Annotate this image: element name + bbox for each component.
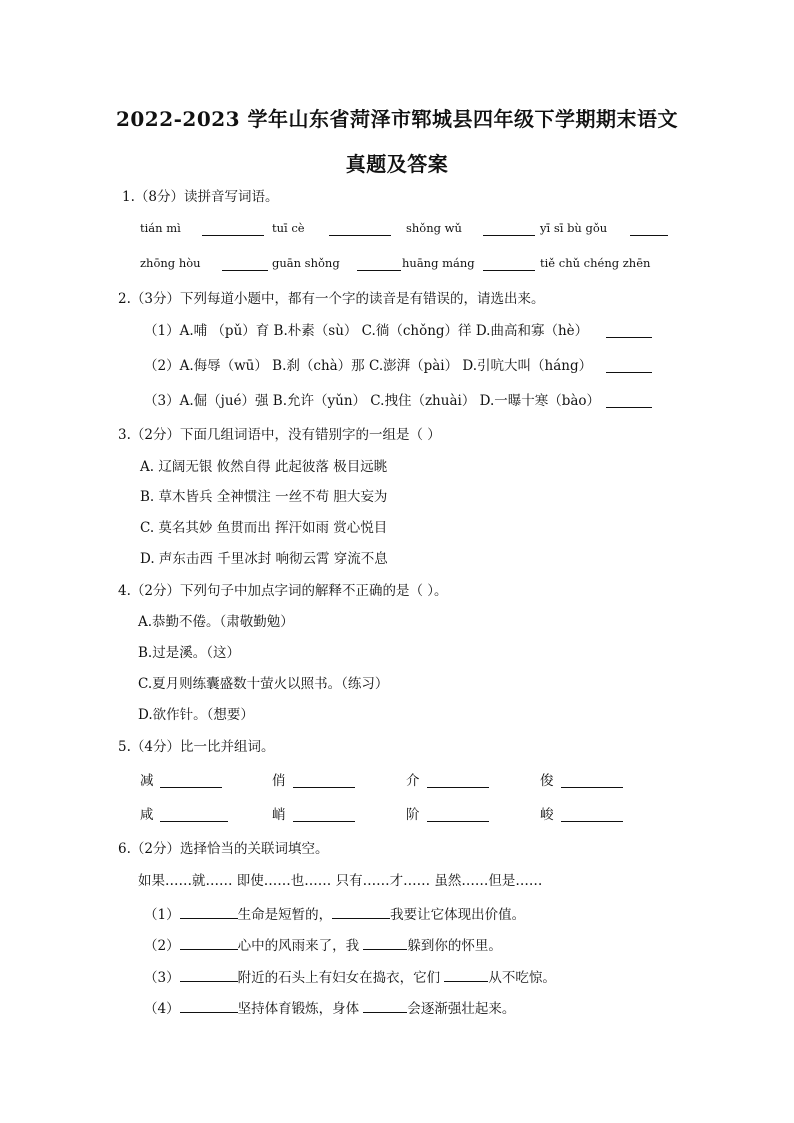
q6-item-text-b: 躲到你的怀里。 bbox=[407, 938, 502, 954]
q6-blank[interactable] bbox=[180, 999, 238, 1013]
q2-blank-2[interactable] bbox=[606, 359, 652, 373]
q1-blank-6[interactable] bbox=[357, 257, 401, 271]
q3-header: 3.（2分）下面几组词语中，没有错别字的一组是（ ） bbox=[118, 427, 441, 443]
q1-pinyin-2: tuī cè bbox=[272, 221, 305, 235]
q6-item-text-a: 生命是短暂的， bbox=[237, 907, 333, 923]
q6-blank[interactable] bbox=[180, 905, 238, 919]
q6-header: 6.（2分）选择恰当的关联词填空。 bbox=[118, 841, 329, 857]
q5-char-4: 俊 bbox=[540, 773, 554, 789]
q5-blank-8[interactable] bbox=[561, 808, 623, 822]
q5-blank-2[interactable] bbox=[293, 774, 355, 788]
q6-item-text-b: 我要让它体现出价值。 bbox=[390, 907, 526, 923]
q4-option-c[interactable]: C.夏月则练囊盛数十萤火以照书。（练习） bbox=[138, 676, 389, 692]
q6-item-num: （3） bbox=[144, 970, 180, 986]
q1-blank-7[interactable] bbox=[483, 257, 535, 271]
q1-pinyin-4: yī sī bù gǒu bbox=[540, 221, 608, 235]
q4-header: 4.（2分）下列句子中加点字词的解释不正确的是（ ）。 bbox=[118, 583, 448, 599]
q6-blank[interactable] bbox=[180, 968, 238, 982]
q6-item-num: （4） bbox=[144, 1001, 180, 1017]
q6-item-2 bbox=[144, 936, 502, 955]
page-subtitle: 真题及答案 bbox=[345, 152, 449, 176]
q1-blank-3[interactable] bbox=[483, 222, 535, 236]
q6-item-num: （1） bbox=[144, 907, 180, 923]
q6-item-num: （2） bbox=[144, 938, 180, 954]
q6-blank[interactable] bbox=[363, 936, 407, 950]
q6-item-4 bbox=[144, 999, 515, 1018]
q5-char-8: 峻 bbox=[540, 807, 554, 823]
q2-blank-1[interactable] bbox=[606, 324, 652, 338]
q5-blank-7[interactable] bbox=[427, 808, 489, 822]
q5-char-3: 介 bbox=[406, 773, 420, 789]
q5-char-6: 峭 bbox=[272, 807, 286, 823]
q6-item-text-a: 心中的风雨来了，我 bbox=[237, 938, 360, 954]
q6-item-text-b: 从不吃惊。 bbox=[488, 970, 556, 986]
q6-blank[interactable] bbox=[180, 936, 238, 950]
q5-blank-6[interactable] bbox=[293, 808, 355, 822]
q3-option-d[interactable]: D. 声东击西 千里冰封 响彻云霄 穿流不息 bbox=[140, 551, 388, 567]
q3-option-c[interactable]: C. 莫名其妙 鱼贯而出 挥汗如雨 赏心悦目 bbox=[140, 520, 388, 536]
q2-blank-3[interactable] bbox=[606, 394, 652, 408]
q6-item-3 bbox=[144, 968, 556, 987]
q5-char-2: 俏 bbox=[272, 773, 286, 789]
q5-blank-4[interactable] bbox=[561, 774, 623, 788]
q1-blank-5[interactable] bbox=[222, 257, 268, 271]
q1-blank-2[interactable] bbox=[329, 222, 391, 236]
q4-option-b[interactable]: B.过是溪。（这） bbox=[138, 645, 240, 661]
q5-blank-5[interactable] bbox=[160, 808, 228, 822]
q4-option-a[interactable]: A.恭勤不倦。（肃敬勤勉） bbox=[138, 614, 294, 630]
q2-item-3: （3）A.倔（jué）强 B.允许（yǔn） C.拽住（zhuài） D.一曝十寒（bào） bbox=[144, 393, 601, 409]
q6-blank[interactable] bbox=[363, 999, 407, 1013]
q5-header: 5.（4分）比一比并组词。 bbox=[118, 739, 275, 755]
q3-option-a[interactable]: A. 辽阔无银 攸然自得 此起彼落 极目远眺 bbox=[140, 459, 388, 475]
q6-item-1 bbox=[144, 905, 525, 924]
q1-blank-4[interactable] bbox=[630, 222, 668, 236]
q5-char-5: 咸 bbox=[140, 807, 154, 823]
q5-blank-1[interactable] bbox=[160, 774, 222, 788]
q1-pinyin-6: guān shǒng bbox=[272, 256, 340, 270]
q1-pinyin-1: tián mì bbox=[140, 221, 181, 235]
q4-option-d[interactable]: D.欲作针。（想要） bbox=[138, 707, 254, 723]
q6-item-text-b: 会逐渐强壮起来。 bbox=[407, 1001, 516, 1017]
q1-blank-1[interactable] bbox=[202, 222, 264, 236]
q1-pinyin-8: tiě chǔ chéng zhēn bbox=[540, 256, 651, 270]
q6-choices: 如果……就…… 即使……也…… 只有……才…… 虽然……但是…… bbox=[138, 873, 543, 889]
q6-item-text-a: 坚持体育锻炼，身体 bbox=[237, 1001, 360, 1017]
q5-char-7: 阶 bbox=[406, 807, 420, 823]
q5-char-1: 减 bbox=[140, 773, 154, 789]
q1-header: 1.（8分）读拼音写词语。 bbox=[122, 189, 279, 205]
q3-option-b[interactable]: B. 草木皆兵 全神惯注 一丝不苟 胆大妄为 bbox=[140, 489, 388, 505]
q1-pinyin-7: huāng máng bbox=[402, 256, 475, 270]
q1-pinyin-3: shǒng wǔ bbox=[406, 221, 462, 235]
q6-blank[interactable] bbox=[444, 968, 488, 982]
q6-blank[interactable] bbox=[332, 905, 390, 919]
q2-item-2: （2）A.侮辱（wū） B.刹（chà）那 C.澎湃（pài） D.引吭大叫（háng） bbox=[144, 358, 593, 374]
q2-header: 2.（3分）下列每道小题中，都有一个字的读音是有错误的，请选出来。 bbox=[118, 291, 545, 307]
page-title: 2022-2023 学年山东省菏泽市郓城县四年级下学期期末语文 bbox=[115, 107, 679, 131]
q6-item-text-a: 附近的石头上有妇女在捣衣，它们 bbox=[237, 970, 441, 986]
q5-blank-3[interactable] bbox=[427, 774, 489, 788]
q2-item-1: （1）A.哺 （pǔ）育 B.朴素（sù） C.徜（chǒng）徉 D.曲高和寡（hè） bbox=[144, 323, 589, 339]
q1-pinyin-5: zhōng hòu bbox=[140, 256, 201, 270]
